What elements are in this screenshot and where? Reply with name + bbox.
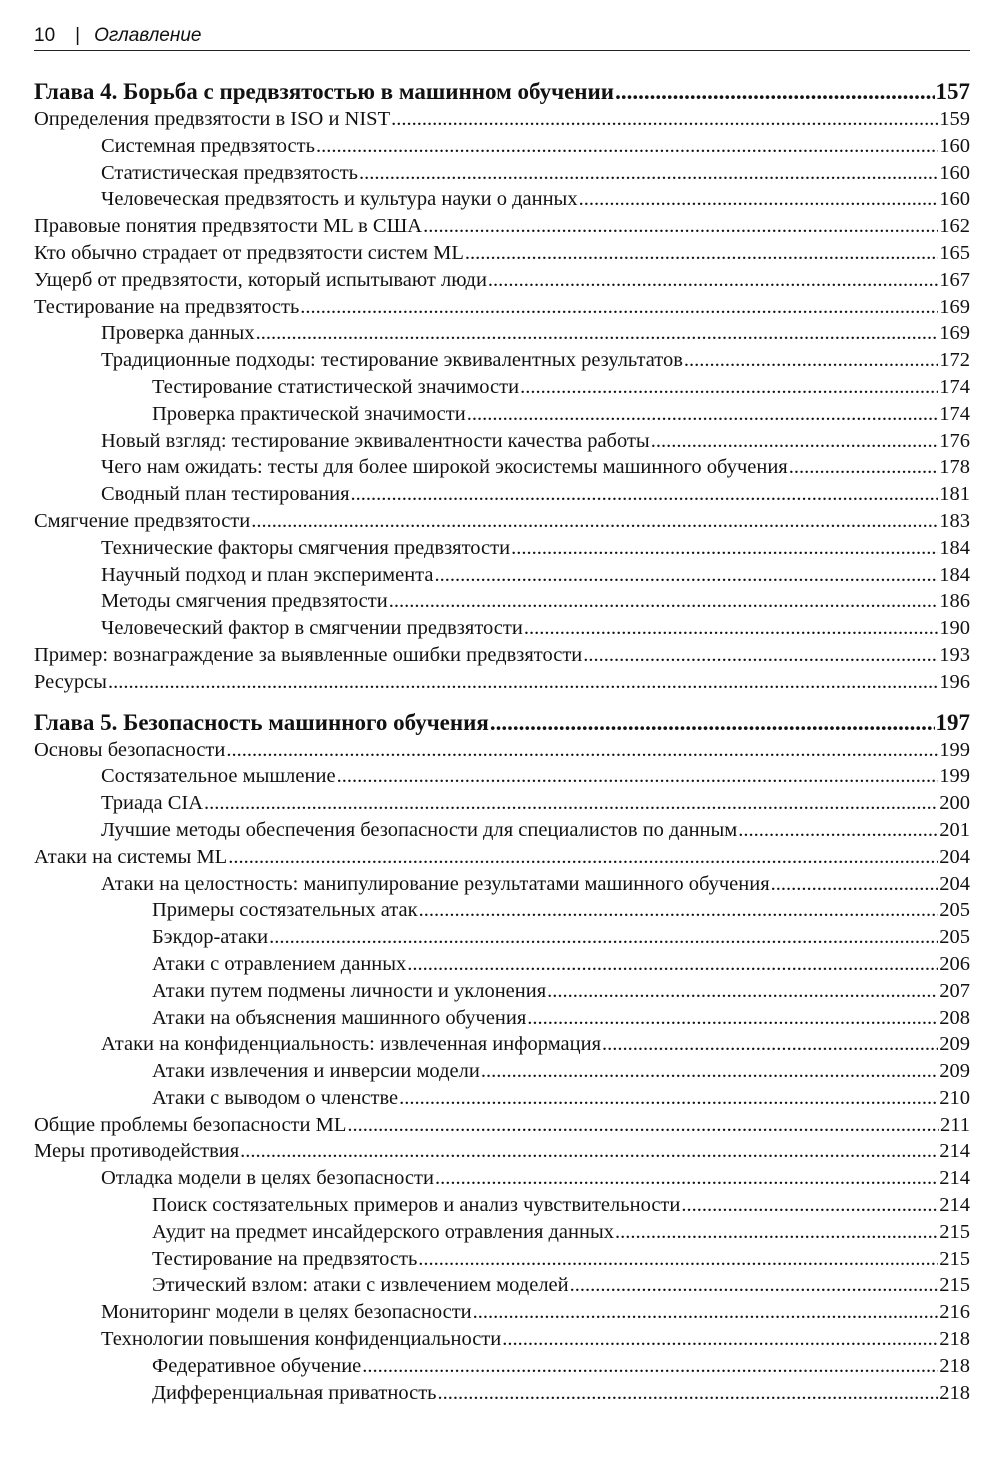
chapter-page: 157 bbox=[935, 79, 970, 104]
toc-entry[interactable] bbox=[34, 1380, 970, 1407]
toc-entry[interactable] bbox=[34, 978, 970, 1005]
header-separator: | bbox=[75, 25, 81, 46]
toc-entry-title: Тестирование на предвзятость bbox=[152, 1247, 418, 1270]
toc-entry-title: Примеры состязательных атак bbox=[152, 899, 418, 922]
toc-entry-page: 183 bbox=[939, 509, 970, 532]
toc-entry-page: 205 bbox=[939, 926, 970, 949]
dot-leader bbox=[419, 897, 939, 924]
toc-entry[interactable] bbox=[34, 1272, 970, 1299]
toc-entry[interactable] bbox=[34, 347, 970, 374]
dot-leader bbox=[351, 481, 939, 508]
dot-leader bbox=[583, 642, 938, 669]
toc-entry-title: Пример: вознаграждение за выявленные ошибки предвзятости bbox=[34, 643, 583, 666]
dot-leader bbox=[391, 106, 938, 133]
toc-entry-title: Ресурсы bbox=[34, 670, 107, 693]
toc-entry-title: Атаки на системы ML bbox=[34, 845, 228, 868]
toc-entry[interactable] bbox=[34, 871, 970, 898]
dot-leader bbox=[108, 669, 938, 696]
toc-entry-page: 160 bbox=[939, 161, 970, 184]
toc-entry[interactable] bbox=[34, 133, 970, 160]
dot-leader bbox=[527, 1005, 938, 1032]
toc-entry[interactable] bbox=[34, 1031, 970, 1058]
toc-entry[interactable] bbox=[34, 844, 970, 871]
toc-entry[interactable] bbox=[34, 1058, 970, 1085]
toc-entry-title: Этический взлом: атаки с извлечением моделей bbox=[152, 1274, 569, 1297]
toc-entry[interactable] bbox=[34, 1246, 970, 1273]
toc-entry[interactable] bbox=[34, 454, 970, 481]
toc-entry-page: 204 bbox=[939, 872, 970, 895]
toc-entry-page: 216 bbox=[939, 1301, 970, 1324]
toc-entry-page: 167 bbox=[939, 268, 970, 291]
toc-entry-title: Новый взгляд: тестирование эквивалентности качества работы bbox=[101, 429, 650, 452]
toc-entry-page: 160 bbox=[939, 188, 970, 211]
dot-leader bbox=[438, 1380, 939, 1407]
toc-entry-page: 196 bbox=[939, 670, 970, 693]
chapter-page: 197 bbox=[935, 709, 970, 735]
toc-entry-page: 218 bbox=[939, 1354, 970, 1377]
toc-entry[interactable] bbox=[34, 924, 970, 951]
toc-entry-page: 218 bbox=[939, 1381, 970, 1404]
toc-entry[interactable] bbox=[34, 401, 970, 428]
toc-entry-title: Дифференциальная приватность bbox=[152, 1381, 437, 1404]
toc-entry-title: Чего нам ожидать: тесты для более широкой экосистемы машинного обучения bbox=[101, 456, 788, 479]
toc-entry-title: Атаки на целостность: манипулирование результатами машинного обучения bbox=[101, 872, 770, 895]
toc-entry-title: Технологии повышения конфиденциальности bbox=[101, 1328, 502, 1351]
dot-leader bbox=[520, 374, 938, 401]
toc-entry-page: 184 bbox=[939, 563, 970, 586]
dot-leader bbox=[771, 871, 939, 898]
toc-entry-title: Атаки на конфиденциальность: извлеченная информация bbox=[101, 1033, 602, 1056]
toc-entry[interactable] bbox=[34, 535, 970, 562]
toc-entry-title: Проверка данных bbox=[101, 322, 255, 345]
toc-entry-page: 174 bbox=[939, 375, 970, 398]
toc-entry[interactable] bbox=[34, 951, 970, 978]
toc-entry-title: Ущерб от предвзятости, который испытывают люди bbox=[34, 268, 487, 291]
dot-leader bbox=[467, 401, 939, 428]
toc-entry-title: Статистическая предвзятость bbox=[101, 161, 359, 184]
toc-entry-page: 165 bbox=[939, 241, 970, 264]
toc-entry[interactable] bbox=[34, 1138, 970, 1165]
toc-entry-page: 211 bbox=[940, 1113, 970, 1136]
toc-entry-page: 214 bbox=[939, 1167, 970, 1190]
dot-leader bbox=[579, 186, 939, 213]
toc-entry-page: 176 bbox=[939, 429, 970, 452]
toc-entry-title: Научный подход и план эксперимента bbox=[101, 563, 434, 586]
section-title: Оглавление bbox=[94, 25, 202, 46]
toc-entry-title: Поиск состязательных примеров и анализ чувствительности bbox=[152, 1194, 681, 1217]
dot-leader bbox=[359, 160, 938, 187]
dot-leader bbox=[602, 1031, 938, 1058]
dot-leader bbox=[337, 763, 939, 790]
toc-entry-page: 206 bbox=[939, 952, 970, 975]
toc-entry-title: Технические факторы смягчения предвзятости bbox=[101, 536, 511, 559]
toc-entry-page: 207 bbox=[939, 979, 970, 1002]
toc-entry[interactable] bbox=[34, 615, 970, 642]
toc-entry-title: Мониторинг модели в целях безопасности bbox=[101, 1301, 472, 1324]
toc-entry[interactable] bbox=[34, 642, 970, 669]
page-number: 10 bbox=[34, 25, 56, 46]
toc-entry[interactable] bbox=[34, 790, 970, 817]
toc-entry-title: Атаки извлечения и инверсии модели bbox=[152, 1060, 480, 1083]
dot-leader bbox=[240, 1138, 938, 1165]
toc-entry[interactable] bbox=[34, 1299, 970, 1326]
dot-leader bbox=[465, 240, 938, 267]
toc-entry-page: 214 bbox=[939, 1194, 970, 1217]
toc-entry-page: 193 bbox=[939, 643, 970, 666]
toc-entry-title: Кто обычно страдает от предвзятости систем ML bbox=[34, 241, 464, 264]
dot-leader bbox=[684, 347, 938, 374]
dot-leader bbox=[511, 535, 938, 562]
toc-entry-page: 186 bbox=[939, 590, 970, 613]
toc-entry-page: 199 bbox=[939, 738, 970, 761]
toc-entry-title: Состязательное мышление bbox=[101, 765, 336, 788]
dot-leader bbox=[399, 1085, 938, 1112]
toc-entry-title: Методы смягчения предвзятости bbox=[101, 590, 388, 613]
toc-entry-page: 215 bbox=[939, 1220, 970, 1243]
toc-entry-page: 201 bbox=[939, 818, 970, 841]
toc-entry-title: Смягчение предвзятости bbox=[34, 509, 251, 532]
toc-entry[interactable] bbox=[34, 213, 970, 240]
toc-entry-page: 218 bbox=[939, 1328, 970, 1351]
toc-entry-page: 215 bbox=[939, 1247, 970, 1270]
toc-entry[interactable] bbox=[34, 588, 970, 615]
dot-leader bbox=[362, 1353, 938, 1380]
toc-entry-title: Триада CIA bbox=[101, 792, 204, 815]
toc-entry-page: 169 bbox=[939, 295, 970, 318]
toc-entry[interactable] bbox=[34, 428, 970, 455]
toc-entry-title: Меры противодействия bbox=[34, 1140, 240, 1163]
dot-leader bbox=[204, 790, 938, 817]
toc-entry[interactable] bbox=[34, 1326, 970, 1353]
toc-entry[interactable] bbox=[34, 1192, 970, 1219]
toc-entry-title: Общие проблемы безопасности ML bbox=[34, 1113, 347, 1136]
toc-entry[interactable] bbox=[34, 481, 970, 508]
toc-entry-title: Атаки с выводом о членстве bbox=[152, 1086, 399, 1109]
toc-entry[interactable] bbox=[34, 897, 970, 924]
toc-entry[interactable] bbox=[34, 267, 970, 294]
toc-entry[interactable] bbox=[34, 763, 970, 790]
toc-entry-page: 174 bbox=[939, 402, 970, 425]
toc-entry[interactable] bbox=[34, 294, 970, 321]
dot-leader bbox=[615, 78, 934, 106]
toc-entry[interactable] bbox=[34, 508, 970, 535]
toc-entry[interactable] bbox=[34, 1085, 970, 1112]
toc-entry-page: 209 bbox=[939, 1060, 970, 1083]
toc-entry-title: Отладка модели в целях безопасности bbox=[101, 1167, 434, 1190]
running-head bbox=[34, 22, 970, 51]
dot-leader bbox=[681, 1192, 938, 1219]
toc-entry-page: 160 bbox=[939, 134, 970, 157]
toc-entry-title: Человеческий фактор в смягчении предвзятости bbox=[101, 617, 523, 640]
toc-entry[interactable] bbox=[34, 737, 970, 764]
dot-leader bbox=[738, 817, 938, 844]
toc-entry[interactable] bbox=[34, 106, 970, 133]
dot-leader bbox=[615, 1219, 938, 1246]
toc-entry[interactable] bbox=[34, 1112, 970, 1139]
chapter-heading[interactable] bbox=[34, 78, 970, 106]
toc-entry-page: 204 bbox=[939, 845, 970, 868]
dot-leader bbox=[269, 924, 938, 951]
dot-leader bbox=[256, 320, 939, 347]
dot-leader bbox=[435, 1165, 938, 1192]
toc-entry[interactable] bbox=[34, 817, 970, 844]
toc-entry-page: 205 bbox=[939, 899, 970, 922]
dot-leader bbox=[228, 844, 938, 871]
toc-entry-title: Сводный план тестирования bbox=[101, 483, 350, 506]
table-of-contents bbox=[34, 78, 970, 1406]
toc-entry-page: 210 bbox=[939, 1086, 970, 1109]
toc-entry-page: 215 bbox=[939, 1274, 970, 1297]
toc-entry-title: Правовые понятия предвзятости ML в США bbox=[34, 215, 423, 238]
toc-entry-page: 181 bbox=[939, 483, 970, 506]
toc-entry[interactable] bbox=[34, 374, 970, 401]
toc-entry[interactable] bbox=[34, 562, 970, 589]
dot-leader bbox=[407, 951, 938, 978]
toc-entry-title: Определения предвзятости в ISO и NIST bbox=[34, 108, 391, 130]
toc-entry-title: Лучшие методы обеспечения безопасности для специалистов по данным bbox=[101, 818, 738, 841]
chapter-block bbox=[34, 78, 970, 696]
toc-entry-page: 162 bbox=[939, 215, 970, 238]
toc-entry-title: Федеративное обучение bbox=[152, 1354, 362, 1377]
toc-entry-title: Основы безопасности bbox=[34, 738, 226, 761]
dot-leader bbox=[418, 1246, 938, 1273]
chapter-block bbox=[34, 709, 970, 1407]
chapter-heading[interactable] bbox=[34, 709, 970, 737]
dot-leader bbox=[789, 454, 939, 481]
toc-entry-page: 169 bbox=[939, 322, 970, 345]
dot-leader bbox=[389, 588, 939, 615]
toc-entry-page: 190 bbox=[939, 617, 970, 640]
dot-leader bbox=[570, 1272, 939, 1299]
toc-entry[interactable] bbox=[34, 320, 970, 347]
dot-leader bbox=[524, 615, 938, 642]
toc-entry-title: Аудит на предмет инсайдерского отравления данных bbox=[152, 1220, 615, 1243]
toc-entry-title: Тестирование на предвзятость bbox=[34, 295, 300, 318]
toc-entry-page: 172 bbox=[939, 349, 970, 372]
dot-leader bbox=[502, 1326, 938, 1353]
dot-leader bbox=[488, 267, 938, 294]
toc-entry-title: Бэкдор-атаки bbox=[152, 926, 269, 949]
toc-entry-title: Атаки на объяснения машинного обучения bbox=[152, 1006, 527, 1029]
toc-entry-title: Традиционные подходы: тестирование эквивалентных результатов bbox=[101, 349, 683, 372]
toc-entry-page: 214 bbox=[939, 1140, 970, 1163]
toc-entry[interactable] bbox=[34, 160, 970, 187]
toc-entry-title: Проверка практической значимости bbox=[152, 402, 466, 425]
toc-entry-page: 184 bbox=[939, 536, 970, 559]
chapter-title: Глава 4. Борьба с предвзятостью в машинном обучении bbox=[34, 79, 615, 104]
toc-entry[interactable] bbox=[34, 240, 970, 267]
toc-entry-page: 199 bbox=[939, 765, 970, 788]
toc-entry[interactable] bbox=[34, 669, 970, 696]
toc-entry[interactable] bbox=[34, 1165, 970, 1192]
toc-entry-page: 178 bbox=[939, 456, 970, 479]
dot-leader bbox=[316, 133, 938, 160]
dot-leader bbox=[481, 1058, 938, 1085]
dot-leader bbox=[547, 978, 938, 1005]
toc-entry-title: Атаки путем подмены личности и уклонения bbox=[152, 979, 547, 1002]
dot-leader bbox=[490, 709, 935, 737]
toc-entry-title: Тестирование статистической значимости bbox=[152, 375, 520, 398]
dot-leader bbox=[226, 737, 938, 764]
dot-leader bbox=[651, 428, 939, 455]
chapter-title: Глава 5. Безопасность машинного обучения bbox=[34, 709, 489, 735]
toc-entry[interactable] bbox=[34, 186, 970, 213]
dot-leader bbox=[473, 1299, 939, 1326]
toc-entry-page: 209 bbox=[939, 1033, 970, 1056]
dot-leader bbox=[434, 562, 938, 589]
toc-entry-page: 208 bbox=[939, 1006, 970, 1029]
toc-entry[interactable] bbox=[34, 1353, 970, 1380]
dot-leader bbox=[423, 213, 938, 240]
toc-entry[interactable] bbox=[34, 1005, 970, 1032]
toc-entry-title: Атаки с отравлением данных bbox=[152, 952, 407, 975]
toc-entry-page: 159 bbox=[939, 108, 970, 130]
toc-entry-title: Человеческая предвзятость и культура науки о данных bbox=[101, 188, 578, 211]
dot-leader bbox=[300, 294, 938, 321]
toc-entry-page: 200 bbox=[939, 792, 970, 815]
toc-entry[interactable] bbox=[34, 1219, 970, 1246]
dot-leader bbox=[251, 508, 938, 535]
dot-leader bbox=[347, 1112, 939, 1139]
toc-entry-title: Системная предвзятость bbox=[101, 134, 315, 157]
